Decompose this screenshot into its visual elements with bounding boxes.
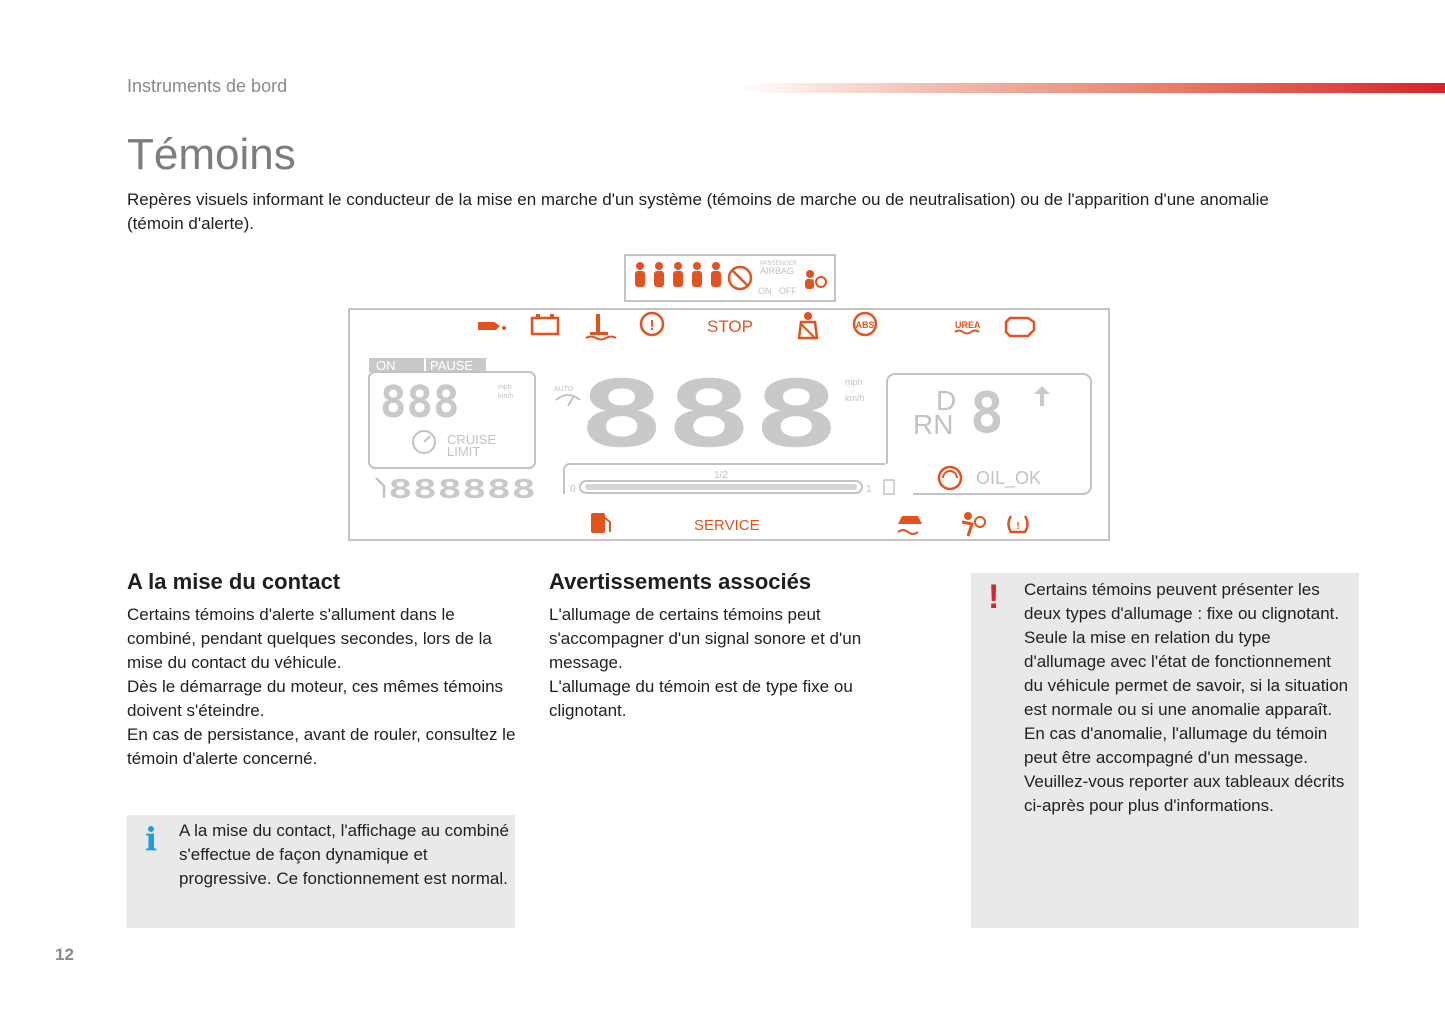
low-fuel-icon xyxy=(591,513,610,533)
warnings-paragraph-1: L'allumage de certains témoins peut s'accompagner d'un signal sonore et d'un message. xyxy=(549,605,862,672)
fuel-one: 1 xyxy=(866,484,872,495)
cruise-pause-label: PAUSE xyxy=(430,358,474,373)
cruise-label: CRUISE xyxy=(447,432,497,447)
ignition-section-title: A la mise du contact xyxy=(127,569,341,594)
header-accent-bar xyxy=(740,83,1445,93)
gear-digit: 8 xyxy=(970,381,1004,446)
gear-rn: RN xyxy=(913,409,954,440)
speed-digits: 888 xyxy=(578,361,840,468)
passenger-airbag-icon xyxy=(805,270,826,289)
stability-control-icon xyxy=(898,516,922,534)
warning-paragraph-1: Certains témoins peuvent présenter les deux types d'allumage : fixe ou clignotant. xyxy=(1024,580,1340,623)
abs-icon xyxy=(854,313,876,335)
cruise-on-label: ON xyxy=(376,358,396,373)
oil-ok-indicator: OIL_OK xyxy=(976,468,1042,488)
coolant-temperature-icon xyxy=(586,314,616,340)
speed-mph: mph xyxy=(845,377,863,387)
warnings-section-title: Avertissements associés xyxy=(549,569,812,594)
svg-text:!: ! xyxy=(1016,521,1020,532)
airbag-warning-icon xyxy=(962,512,985,536)
airbag-on-label: ON xyxy=(758,286,772,296)
airbag-label-1: PASSENGER xyxy=(760,261,797,267)
warning-paragraph-3: Veuillez-vous reporter aux tableaux décrits ci-après pour plus d'informations. xyxy=(1024,772,1345,815)
stop-indicator: STOP xyxy=(707,317,753,336)
urea-icon xyxy=(955,331,979,334)
intro-paragraph: Repères visuels informant le conducteur de la mise en marche d'un système (témoins de marche ou de neutralisation) ou de l'apparition d'une anomalie (témoin d'alerte). xyxy=(127,190,1269,233)
odometer-digits: 888888 xyxy=(388,475,536,505)
cruise-kmh: km/h xyxy=(498,393,514,400)
battery-icon xyxy=(532,314,558,334)
fuel-half: 1/2 xyxy=(714,470,728,481)
engine-check-icon xyxy=(1006,318,1034,336)
oil-pressure-icon xyxy=(478,322,506,330)
cruise-digits: 888 xyxy=(380,377,460,428)
ignition-paragraph-3: En cas de persistance, avant de rouler, consultez le témoin d'alerte concerné. xyxy=(127,725,516,768)
airbag-label-2: AIRBAG xyxy=(760,266,795,276)
gear-up-arrow-icon xyxy=(1034,386,1050,406)
auto-wiper-icon xyxy=(556,395,580,406)
cruise-mph: mph xyxy=(498,384,512,391)
brake-warning-icon xyxy=(641,313,663,335)
ignition-paragraph-2: Dès le démarrage du moteur, ces mêmes témoins doivent s'éteindre. xyxy=(127,677,504,720)
section-title: Instruments de bord xyxy=(127,76,288,96)
warning-paragraph-2: Seule la mise en relation du type d'allumage avec l'état de fonctionnement du véhicule permet de savoir, si la situation est normale ou si une anomalie apparaît. En cas d'anomalie, l'allumage du témoin peut être accompagné d'un message. xyxy=(1024,628,1349,767)
auto-label: AUTO xyxy=(554,386,574,393)
fuel-gauge-fill xyxy=(585,484,857,490)
urea-indicator: UREA xyxy=(955,320,981,330)
airbag-off-icon xyxy=(729,267,751,289)
ignition-paragraph-1: Certains témoins d'alerte s'allument dans le combiné, pendant quelques secondes, lors de la mise du contact du véhicule. xyxy=(127,605,492,672)
speed-kmh: km/h xyxy=(845,393,865,403)
seatbelt-warning-icon xyxy=(799,312,817,338)
fuel-zero: 0 xyxy=(570,484,576,495)
speed-limiter-icon xyxy=(413,431,435,453)
gear-d: D xyxy=(936,385,957,416)
warning-note-text xyxy=(1024,578,1354,818)
page-title: Témoins xyxy=(127,130,296,179)
limit-label: LIMIT xyxy=(447,444,481,459)
tyre-pressure-icon xyxy=(1009,516,1028,532)
maintenance-wrench-icon xyxy=(376,478,384,498)
info-note-text: A la mise du contact, l'affichage au combiné s'effectue de façon dynamique et progressive. Ce fonctionnement est normal. xyxy=(179,821,509,888)
fuel-pump-outline-icon xyxy=(884,480,894,494)
ignition-section-body xyxy=(127,603,517,771)
seatbelt-icons xyxy=(635,262,721,287)
warnings-paragraph-2: L'allumage du témoin est de type fixe ou clignotant. xyxy=(549,677,853,720)
page-number: 12 xyxy=(55,945,74,964)
service-indicator: SERVICE xyxy=(694,517,760,534)
exclamation-icon: ! xyxy=(988,578,1000,616)
svg-text:ABS: ABS xyxy=(855,320,875,330)
gearbox-fault-icon xyxy=(939,467,961,489)
info-icon: i xyxy=(145,820,158,858)
instrument-cluster-illustration xyxy=(346,252,1112,544)
svg-text:!: ! xyxy=(649,317,655,334)
warnings-section-body xyxy=(549,603,909,723)
airbag-off-label: OFF xyxy=(779,286,797,296)
